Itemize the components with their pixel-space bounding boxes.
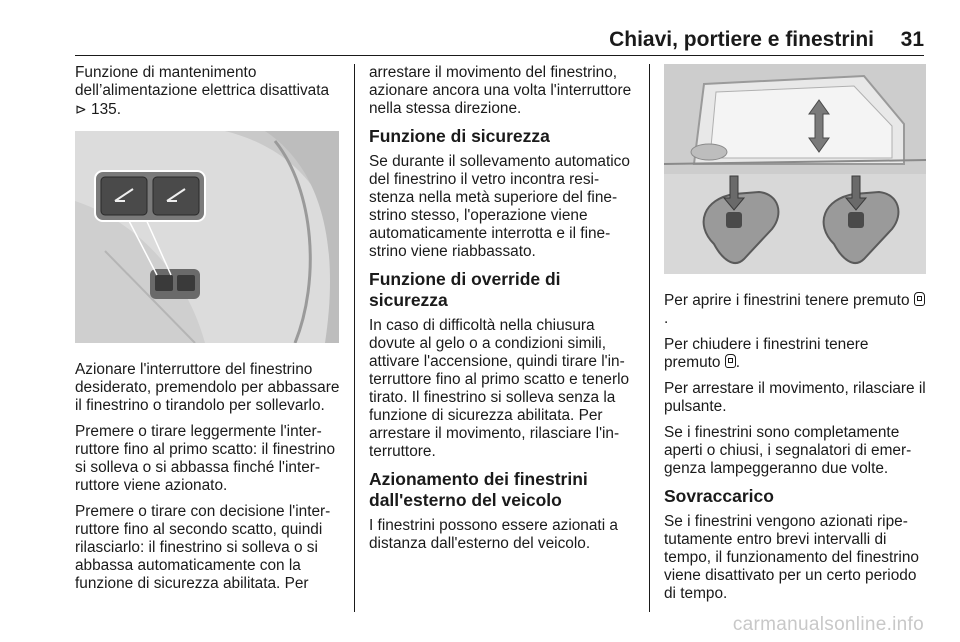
page-ref-arrow-icon: ⊳ <box>75 101 87 117</box>
paragraph: arrestare il movimento del finestrino, azionare ancora una volta l'interruttore nella stessa direzione. <box>369 64 632 117</box>
paragraph: Premere o tirare con decisione l'interruttore fino al secondo scatto, quindi rilasciarlo: il finestrino si solleva o si abbassa automaticamente con la funzione di sicurezza abilitata. Per <box>75 503 331 592</box>
section-heading: Funzione di override di sicurezza <box>369 269 561 310</box>
page-number: 31 <box>900 28 924 51</box>
paragraph: Premere o tirare leggermente l'interruttore fino al primo scatto: il finestrino si solleva o si abbassa finché l'interruttore viene azionato. <box>75 423 336 494</box>
window-switch-illustration <box>75 131 339 343</box>
chapter-title: Chiavi, portiere e finestrini <box>609 28 874 51</box>
intro-paragraph <box>75 64 345 119</box>
column-divider <box>354 64 355 612</box>
column-middle <box>369 64 637 561</box>
column-divider <box>649 64 650 612</box>
window-close-button-icon <box>725 354 736 368</box>
window-open-button-icon <box>914 292 925 306</box>
column-right <box>664 64 926 611</box>
heading-line-2: dall'esterno del veicolo <box>369 490 562 510</box>
watermark: carmanualsonline.info <box>732 614 924 635</box>
section-heading: Sovraccarico <box>664 486 774 506</box>
paragraph: I finestrini possono essere azionati a distanza dall'esterno del veicolo. <box>369 517 618 552</box>
heading-line-1: Azionamento dei finestrini <box>369 469 588 489</box>
punctuation: . <box>735 354 741 371</box>
intro-line-2: dell’alimentazione elettrica disattivata <box>75 82 330 99</box>
section-heading <box>369 469 637 511</box>
paragraph: Per arrestare il movimento, rilasciare il pulsante. <box>664 380 926 415</box>
paragraph: Se i finestrini sono completamente aperti o chiusi, i segnalatori di emergenza lampeggeranno due volte. <box>664 424 912 477</box>
section-heading: Funzione di sicurezza <box>369 126 550 146</box>
header-rule <box>75 55 924 56</box>
paragraph: Azionare l'interruttore del finestrino desiderato, premendolo per abbassare il finestrino o tirandolo per sollevarlo. <box>75 361 340 414</box>
column-left <box>75 64 345 601</box>
punctuation: . <box>664 310 669 327</box>
paragraph-text: Per aprire i finestrini tenere premuto <box>664 292 910 309</box>
paragraph: Se i finestrini vengono azionati ripetutamente entro brevi intervalli di tempo, il funzionamento del finestrino viene disattivato per un certo periodo di tempo. <box>664 513 919 602</box>
paragraph <box>664 336 926 372</box>
paragraph: Se durante il sollevamento automatico del finestrino il vetro incontra resistenza nella metà superiore del finestrino stesso, l'operazione viene automaticamente interrotta e il finestrino viene riabbassato. <box>369 153 630 260</box>
page-header <box>0 0 960 58</box>
remote-key-illustration <box>664 64 926 274</box>
paragraph: In caso di difficoltà nella chiusura dovute al gelo o a condizioni simili, attivare l'accensione, quindi tirare l'interruttore fino al primo scatto e tenerlo tirato. Il finestrino si solleva senza la funzione di sicurezza abilitata. Per arrestare il movimento, rilasciare l'interruttore. <box>369 317 630 460</box>
intro-line-1: Funzione di mantenimento <box>75 64 257 81</box>
page-ref-link[interactable]: 135. <box>91 101 121 118</box>
paragraph <box>664 292 926 328</box>
paragraph-text: Per chiudere i finestrini tenere premuto <box>664 336 869 371</box>
